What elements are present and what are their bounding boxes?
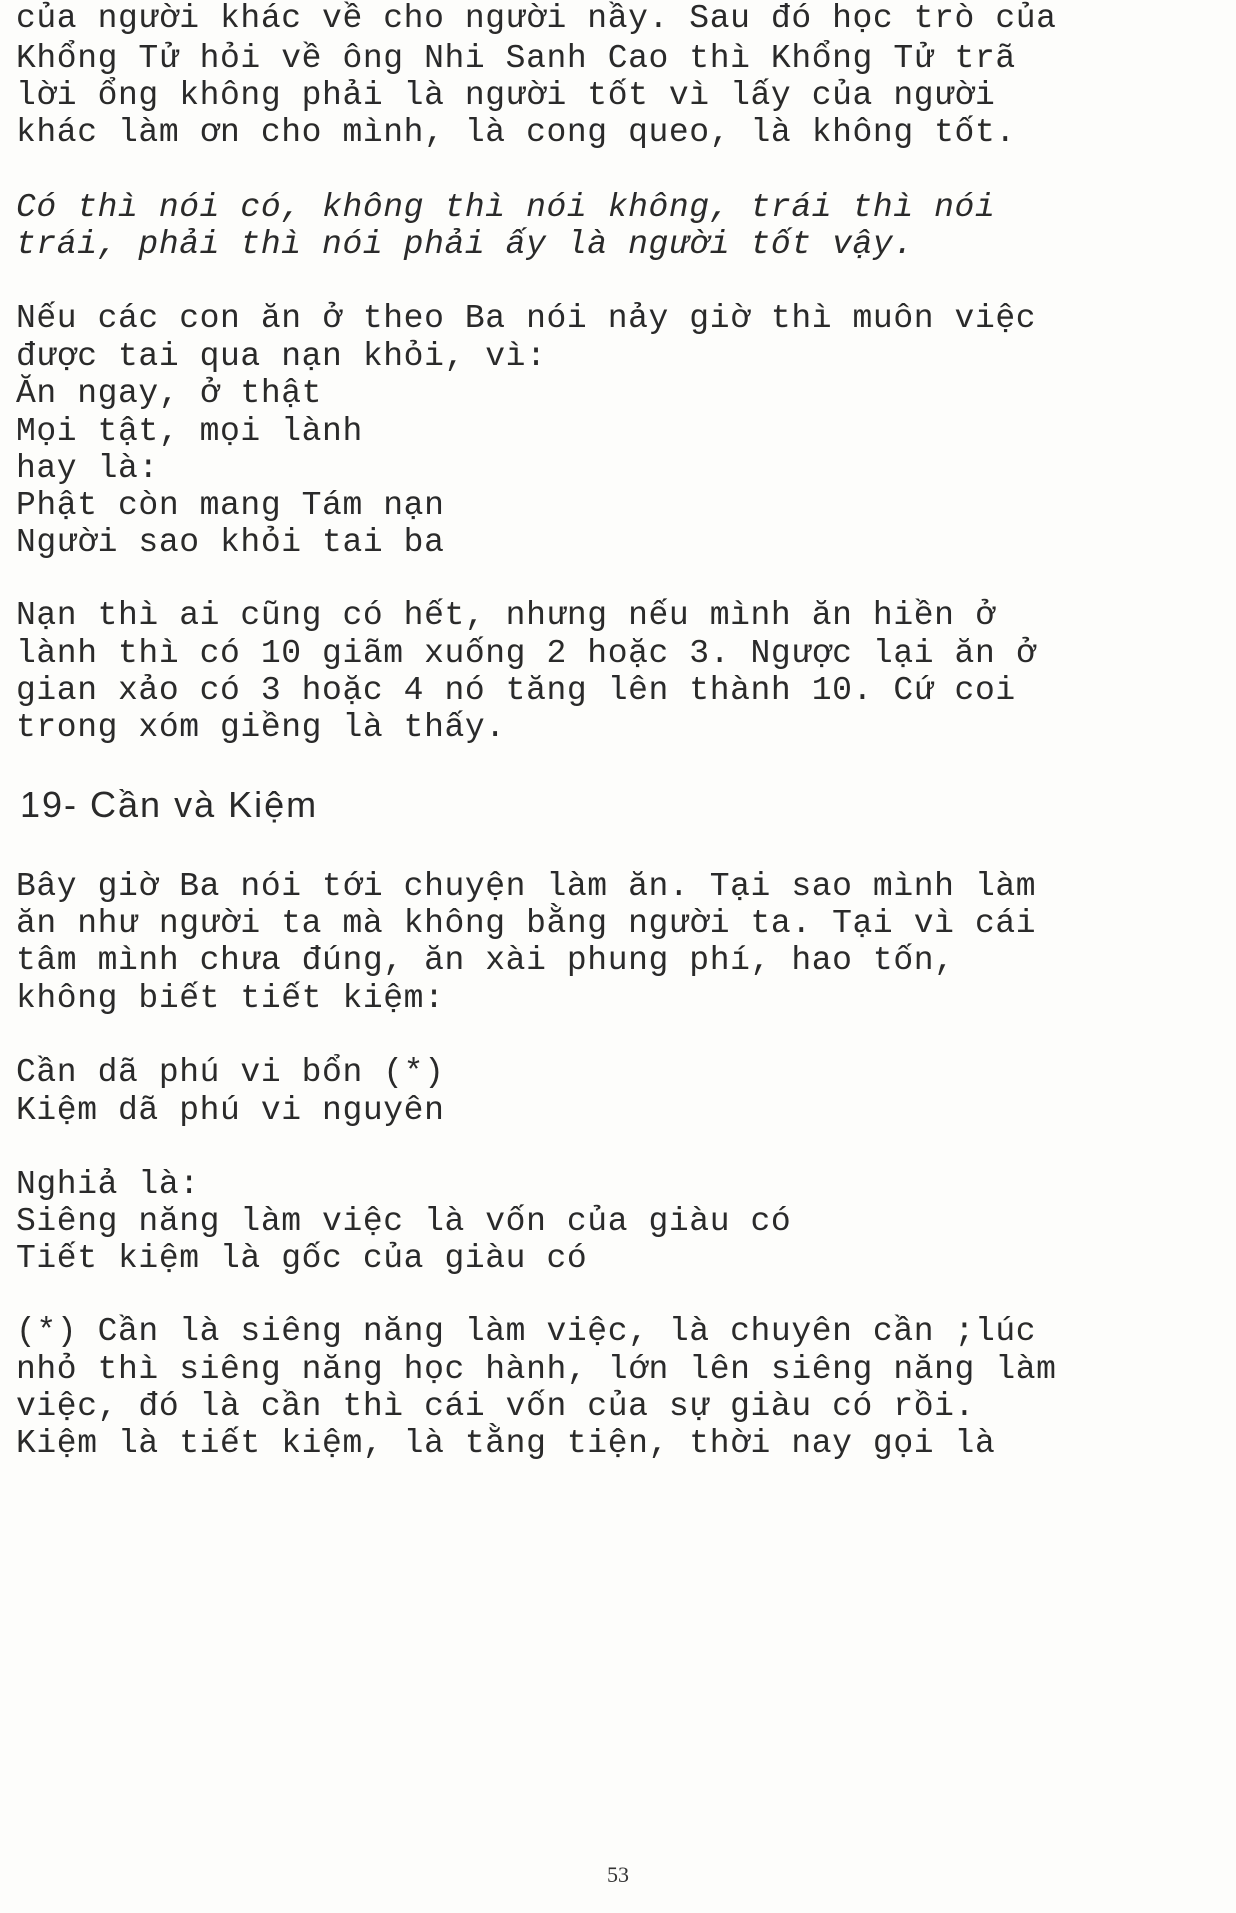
text-line: việc, đó là cần thì cái vốn của sự giàu có rồi. xyxy=(16,1388,975,1425)
text-line: Siêng năng làm việc là vốn của giàu có xyxy=(16,1203,792,1240)
text-line: lời ổng không phải là người tốt vì lấy của người xyxy=(16,77,996,114)
text-line: Phật còn mang Tám nạn xyxy=(16,487,445,524)
text-line: Kiệm là tiết kiệm, là tằng tiện, thời nay gọi là xyxy=(16,1425,996,1462)
text-line: gian xảo có 3 hoặc 4 nó tăng lên thành 10. Cứ coi xyxy=(16,672,1016,709)
text-line: không biết tiết kiệm: xyxy=(16,980,445,1017)
page-number: 53 xyxy=(607,1862,629,1887)
text-line: lành thì có 10 giãm xuống 2 hoặc 3. Ngược lại ăn ở xyxy=(16,635,1037,672)
section-heading: 19- Cần và Kiệm xyxy=(20,784,319,825)
text-line: (*) Cần là siêng năng làm việc, là chuyên cần ;lúc xyxy=(16,1313,1037,1350)
text-line: Bây giờ Ba nói tới chuyện làm ăn. Tại sao mình làm xyxy=(16,868,1037,905)
text-line: được tai qua nạn khỏi, vì: xyxy=(16,338,547,375)
text-line: nhỏ thì siêng năng học hành, lớn lên siêng năng làm xyxy=(16,1351,1057,1388)
text-line: tâm mình chưa đúng, ăn xài phung phí, hao tốn, xyxy=(16,942,955,979)
text-line: Kiệm dã phú vi nguyên xyxy=(16,1092,445,1129)
text-line: ăn như người ta mà không bằng người ta. Tại vì cái xyxy=(16,905,1037,942)
text-line: Nếu các con ăn ở theo Ba nói nảy giờ thì muôn việc xyxy=(16,300,1037,337)
text-line: trong xóm giềng là thấy. xyxy=(16,709,506,746)
text-line: Khổng Tử hỏi về ông Nhi Sanh Cao thì Khổng Tử trã xyxy=(16,40,1016,77)
quote-line: trái, phải thì nói phải ấy là người tốt vậy. xyxy=(16,226,914,263)
text-line: hay là: xyxy=(16,450,159,487)
text-line: Người sao khỏi tai ba xyxy=(16,524,445,561)
text-line: Nạn thì ai cũng có hết, nhưng nếu mình ăn hiền ở xyxy=(16,597,996,634)
text-line: của người khác về cho người nầy. Sau đó học trò của xyxy=(16,0,1057,37)
text-line: Mọi tật, mọi lành xyxy=(16,413,363,450)
quote-line: Có thì nói có, không thì nói không, trái thì nói xyxy=(16,189,996,226)
text-line: Tiết kiệm là gốc của giàu có xyxy=(16,1240,588,1277)
text-line: Ăn ngay, ở thật xyxy=(16,375,323,412)
text-line: khác làm ơn cho mình, là cong queo, là không tốt. xyxy=(16,114,1016,151)
text-line: Nghiả là: xyxy=(16,1166,200,1203)
text-line: Cần dã phú vi bổn (*) xyxy=(16,1054,445,1091)
